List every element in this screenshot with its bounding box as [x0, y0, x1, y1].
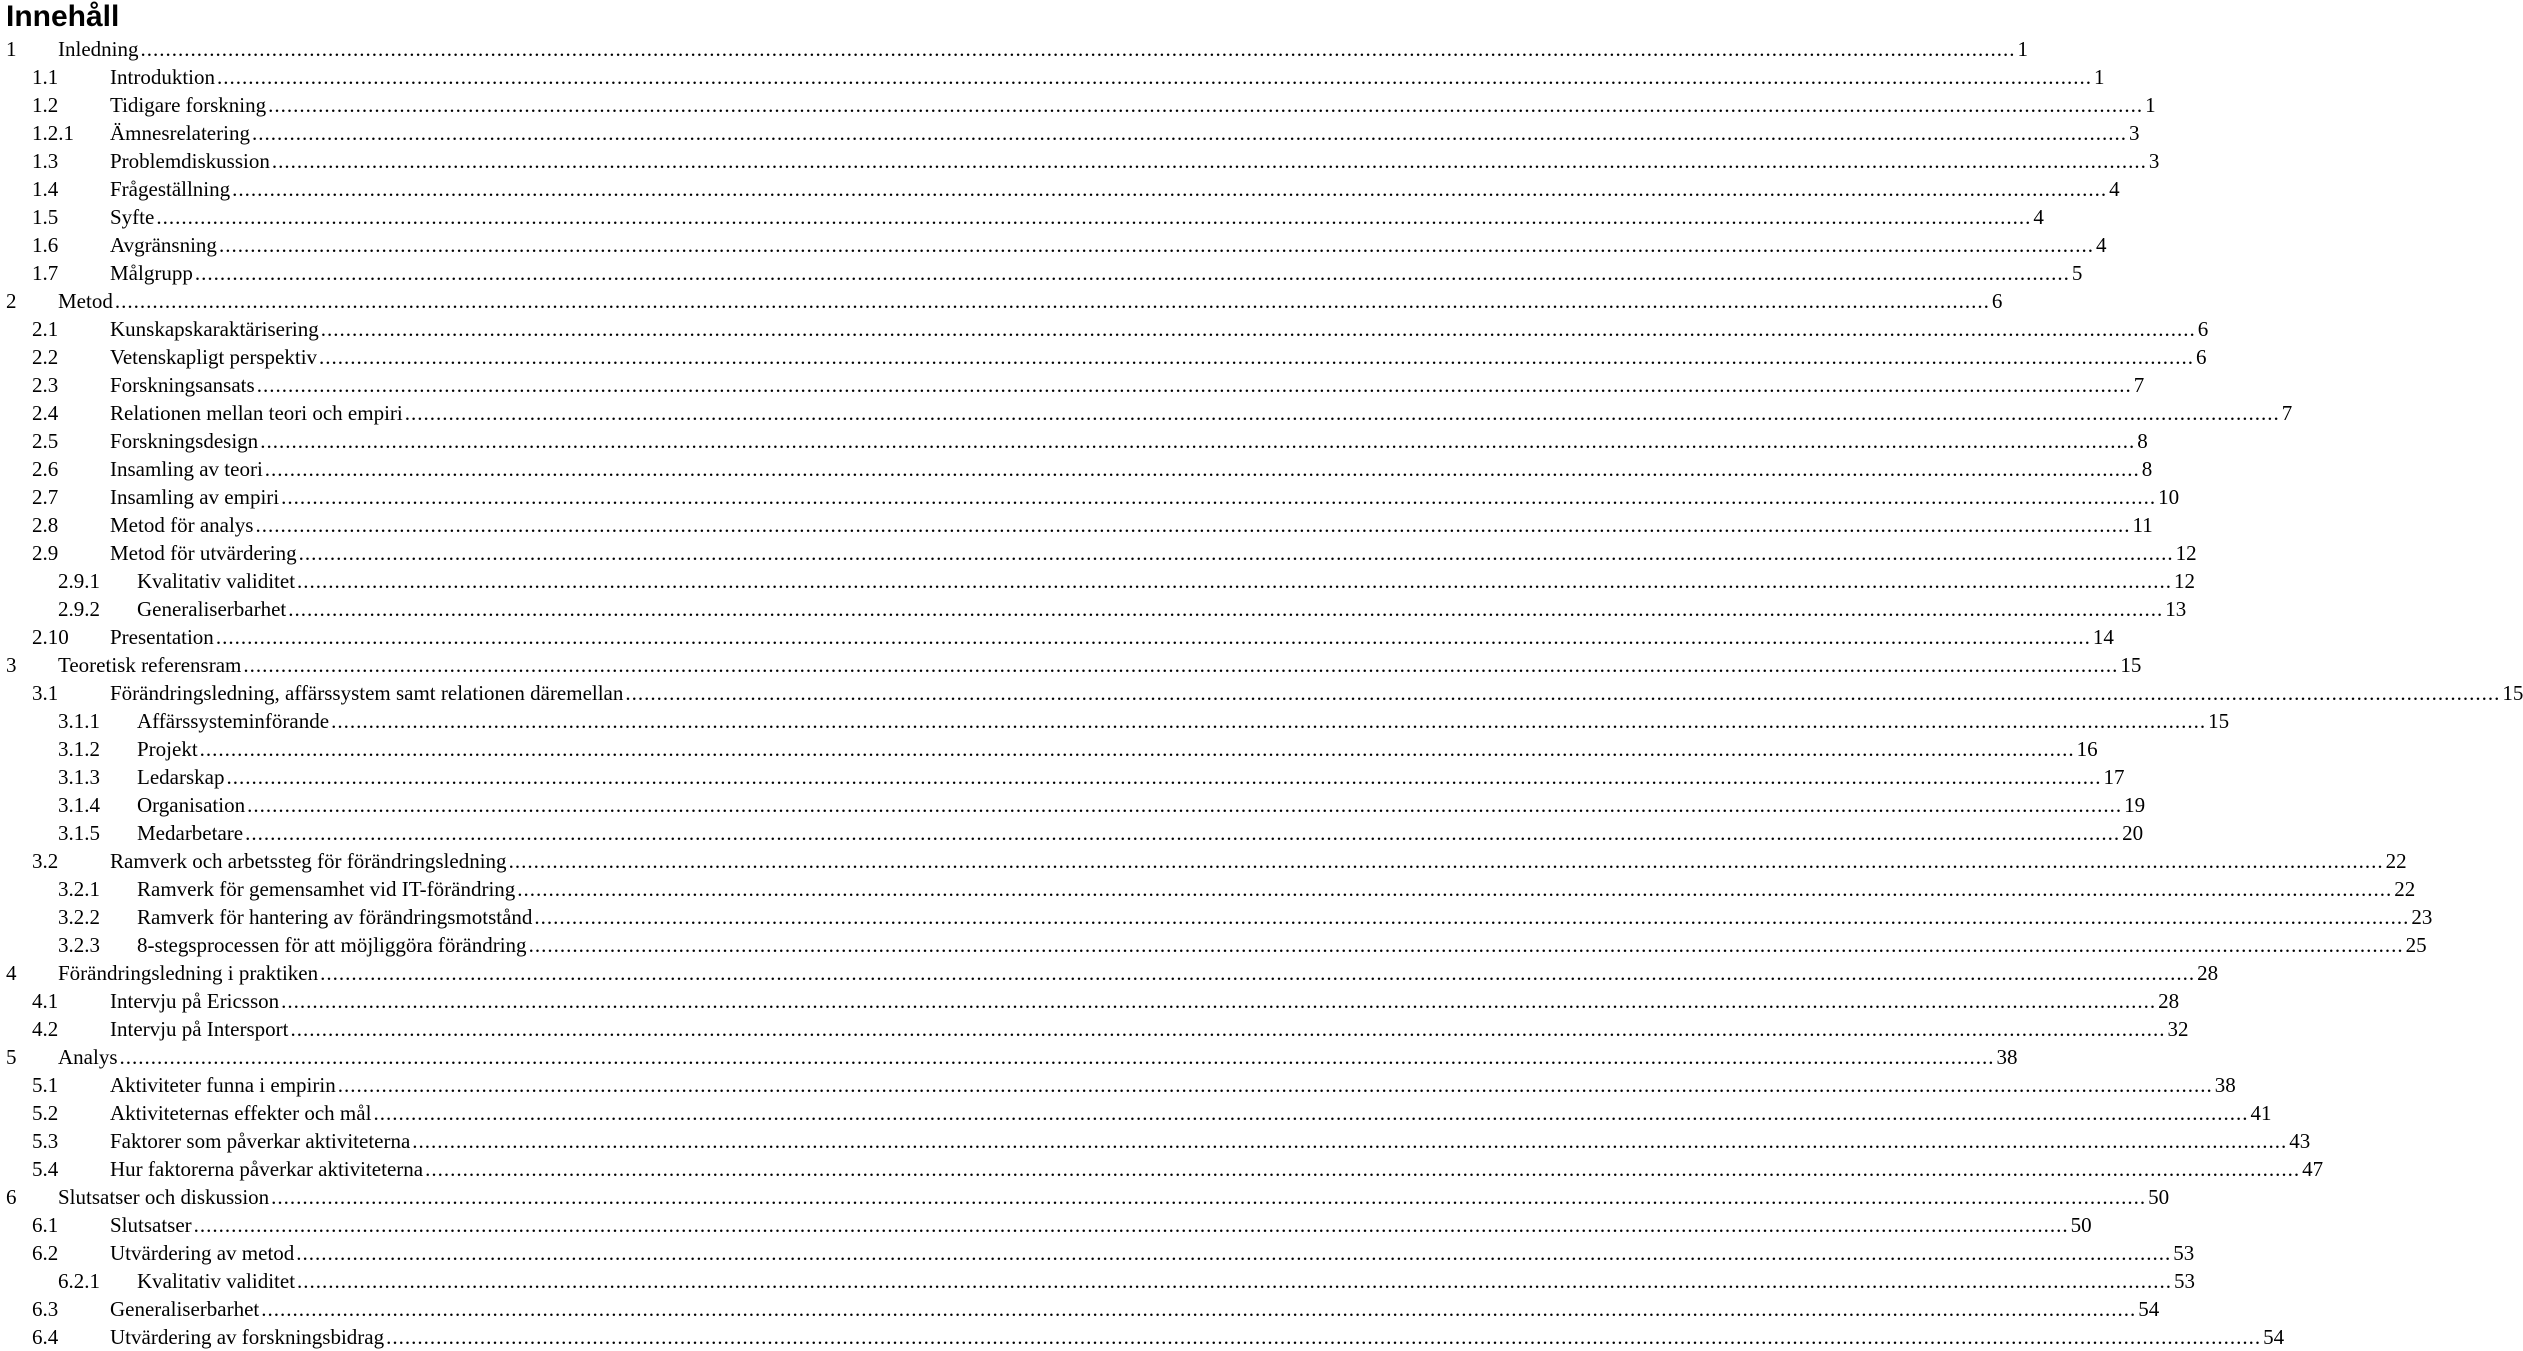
toc-entry-page: 1	[2145, 93, 2156, 117]
toc-entry[interactable]	[0, 735, 2098, 763]
toc-entry-number: 2.9.1	[58, 569, 100, 593]
toc-dot-leader: ............................................................................................................................................................................................................................................................................................................	[199, 737, 2075, 761]
toc-entry-page: 25	[2405, 933, 2427, 957]
toc-entry[interactable]	[0, 1043, 2018, 1071]
toc-entry-page: 28	[2158, 989, 2180, 1013]
toc-entry-number: 5	[6, 1045, 17, 1069]
toc-entry[interactable]	[0, 147, 2160, 175]
toc-entry-number: 3.1.4	[58, 793, 100, 817]
toc-entry[interactable]	[0, 1239, 2195, 1267]
toc-entry[interactable]	[0, 35, 2028, 63]
toc-entry[interactable]	[0, 847, 2407, 875]
toc-entry-page: 23	[2411, 905, 2433, 929]
toc-entry-number: 2.3	[32, 373, 59, 397]
toc-entry[interactable]	[0, 315, 2209, 343]
toc-entry-page: 14	[2092, 625, 2114, 649]
toc-entry-number: 3.2.1	[58, 877, 100, 901]
toc-entry-title: Förändringsledning i praktiken	[58, 961, 319, 985]
toc-entry-title: Faktorer som påverkar aktiviteterna	[110, 1129, 411, 1153]
toc-entry-title: Ledarskap	[137, 765, 225, 789]
toc-entry[interactable]	[0, 1323, 2285, 1351]
toc-entry[interactable]	[0, 259, 2083, 287]
toc-dot-leader: ............................................................................................................................................................................................................................................................................................................	[271, 149, 2147, 173]
toc-entry-number: 3.2.3	[58, 933, 100, 957]
toc-dot-leader: ............................................................................................................................................................................................................................................................................................................	[386, 1325, 2262, 1349]
toc-entry-number: 2.10	[32, 625, 69, 649]
toc-entry-number: 6.1	[32, 1213, 59, 1237]
toc-entry-page: 8	[2137, 429, 2148, 453]
toc-entry-title: Inledning	[58, 37, 139, 61]
toc-entry-page: 38	[1996, 1045, 2018, 1069]
toc-entry-number: 2.6	[32, 457, 59, 481]
toc-dot-leader: ............................................................................................................................................................................................................................................................................................................	[264, 457, 2140, 481]
toc-dot-leader: ............................................................................................................................................................................................................................................................................................................	[373, 1101, 2249, 1125]
toc-entry-page: 6	[2196, 345, 2207, 369]
toc-entry-title: Målgrupp	[110, 261, 193, 285]
toc-entry-page: 15	[2208, 709, 2230, 733]
toc-entry-page: 15	[2502, 681, 2523, 705]
toc-entry-page: 41	[2250, 1101, 2272, 1125]
toc-entry[interactable]	[0, 399, 2293, 427]
toc-entry-number: 2.8	[32, 513, 59, 537]
toc-dot-leader: ............................................................................................................................................................................................................................................................................................................	[114, 289, 1990, 313]
toc-entry-page: 12	[2175, 541, 2197, 565]
toc-entry-title: Vetenskapligt perspektiv	[110, 345, 318, 369]
toc-entry-number: 4	[6, 961, 17, 985]
toc-entry-title: Intervju på Ericsson	[110, 989, 280, 1013]
toc-dot-leader: ............................................................................................................................................................................................................................................................................................................	[271, 1185, 2147, 1209]
toc-entry-title: Presentation	[110, 625, 214, 649]
toc-entry[interactable]	[0, 539, 2197, 567]
toc-entry-title: Metod för analys	[110, 513, 254, 537]
toc-entry-title: Tidigare forskning	[110, 93, 267, 117]
toc-entry-page: 47	[2302, 1157, 2324, 1181]
toc-entry-number: 3.1.5	[58, 821, 100, 845]
toc-entry-number: 3	[6, 653, 17, 677]
toc-dot-leader: ............................................................................................................................................................................................................................................................................................................	[290, 1017, 2166, 1041]
toc-entry-number: 2.9.2	[58, 597, 100, 621]
toc-entry-page: 11	[2132, 513, 2153, 537]
toc-entry-page: 28	[2197, 961, 2219, 985]
toc-entry[interactable]	[0, 1071, 2236, 1099]
toc-dot-leader: ............................................................................................................................................................................................................................................................................................................	[226, 765, 2102, 789]
toc-entry-page: 22	[2385, 849, 2407, 873]
toc-dot-leader: ............................................................................................................................................................................................................................................................................................................	[247, 793, 2123, 817]
toc-entry-number: 6.4	[32, 1325, 59, 1349]
toc-entry-page: 5	[2071, 261, 2083, 285]
toc-entry-title: Organisation	[137, 793, 246, 817]
toc-entry-number: 6	[6, 1185, 17, 1209]
toc-entry[interactable]	[0, 455, 2153, 483]
toc-entry-page: 43	[2289, 1129, 2311, 1153]
toc-entry-number: 1.4	[32, 177, 59, 201]
toc-entry-page: 4	[2095, 233, 2107, 257]
toc-entry[interactable]	[0, 91, 2156, 119]
toc-entry[interactable]	[0, 483, 2180, 511]
toc-entry-title: Frågeställning	[110, 177, 231, 201]
toc-entry[interactable]	[0, 1183, 2170, 1211]
toc-entry-title: Avgränsning	[110, 233, 217, 257]
toc-entry-page: 7	[2281, 401, 2293, 425]
toc-dot-leader: ............................................................................................................................................................................................................................................................................................................	[156, 205, 2032, 229]
toc-entry-number: 3.1.1	[58, 709, 100, 733]
toc-entry-title: Syfte	[110, 205, 155, 229]
toc-entry[interactable]	[0, 707, 2230, 735]
toc-dot-leader: ............................................................................................................................................................................................................................................................................................................	[320, 961, 2196, 985]
toc-dot-leader: ............................................................................................................................................................................................................................................................................................................	[534, 905, 2410, 929]
toc-dot-leader: ............................................................................................................................................................................................................................................................................................................	[508, 849, 2384, 873]
toc-entry[interactable]	[0, 203, 2044, 231]
toc-entry-title: Ämnesrelatering	[110, 121, 250, 145]
toc-entry-page: 54	[2138, 1297, 2160, 1321]
toc-entry-title: Forskningsansats	[110, 373, 255, 397]
toc-entry-number: 2.5	[32, 429, 59, 453]
toc-entry[interactable]	[0, 1099, 2272, 1127]
toc-entry-number: 1.5	[32, 205, 59, 229]
toc-entry-page: 32	[2167, 1017, 2189, 1041]
toc-entry[interactable]	[0, 1015, 2189, 1043]
toc-dot-leader: ............................................................................................................................................................................................................................................................................................................	[268, 93, 2144, 117]
toc-dot-leader: ............................................................................................................................................................................................................................................................................................................	[261, 1297, 2137, 1321]
toc-entry-title: Metod	[58, 289, 113, 313]
toc-dot-leader: ............................................................................................................................................................................................................................................................................................................	[245, 821, 2121, 845]
toc-entry-number: 1	[6, 37, 17, 61]
toc-dot-leader: ............................................................................................................................................................................................................................................................................................................	[319, 345, 2195, 369]
toc-entry-number: 2.1	[32, 317, 59, 341]
toc-entry-number: 3.2.2	[58, 905, 100, 929]
toc-entry-title: Relationen mellan teori och empiri	[110, 401, 403, 425]
toc-entry-page: 12	[2174, 569, 2196, 593]
toc-entry-number: 1.6	[32, 233, 59, 257]
toc-entry-number: 6.2.1	[58, 1269, 100, 1293]
toc-entry-page: 15	[2120, 653, 2142, 677]
toc-entry-number: 1.3	[32, 149, 59, 173]
toc-entry-page: 10	[2158, 485, 2180, 509]
toc-entry-page: 50	[2148, 1185, 2170, 1209]
toc-entry-number: 5.3	[32, 1129, 59, 1153]
toc-entry-title: Problemdiskussion	[110, 149, 270, 173]
toc-entry-title: Medarbetare	[137, 821, 244, 845]
toc-entry-page: 8	[2141, 457, 2153, 481]
toc-entry-title: Teoretisk referensram	[58, 653, 242, 677]
toc-entry-page: 54	[2263, 1325, 2285, 1349]
toc-entry[interactable]	[0, 287, 2003, 315]
toc-dot-leader: ............................................................................................................................................................................................................................................................................................................	[243, 653, 2119, 677]
toc-entry-page: 1	[2094, 65, 2105, 89]
toc-dot-leader: ............................................................................................................................................................................................................................................................................................................	[528, 933, 2404, 957]
toc-dot-leader: ............................................................................................................................................................................................................................................................................................................	[260, 429, 2136, 453]
toc-dot-leader: ............................................................................................................................................................................................................................................................................................................	[320, 317, 2196, 341]
toc-entry[interactable]	[0, 1211, 2092, 1239]
toc-entry[interactable]	[0, 819, 2144, 847]
toc-entry[interactable]	[0, 875, 2416, 903]
toc-entry-page: 22	[2394, 877, 2416, 901]
table-of-contents	[0, 35, 2523, 1351]
toc-entry[interactable]	[0, 1295, 2160, 1323]
toc-entry[interactable]	[0, 427, 2148, 455]
toc-entry-page: 1	[2017, 37, 2028, 61]
toc-entry-title: Metod för utvärdering	[110, 541, 297, 565]
toc-entry-number: 1.7	[32, 261, 59, 285]
toc-entry-title: Kvalitativ validitet	[137, 569, 296, 593]
toc-entry-title: Aktiviteter funna i empirin	[110, 1073, 336, 1097]
toc-entry-number: 2	[6, 289, 17, 313]
toc-dot-leader: ............................................................................................................................................................................................................................................................................................................	[194, 261, 2070, 285]
toc-entry[interactable]	[0, 763, 2125, 791]
toc-dot-leader: ............................................................................................................................................................................................................................................................................................................	[288, 597, 2164, 621]
toc-dot-leader: ............................................................................................................................................................................................................................................................................................................	[337, 1073, 2213, 1097]
toc-entry-number: 3.1	[32, 681, 59, 705]
toc-entry-number: 5.2	[32, 1101, 59, 1125]
toc-entry[interactable]	[0, 987, 2180, 1015]
toc-entry[interactable]	[0, 567, 2196, 595]
toc-entry-page: 19	[2124, 793, 2146, 817]
toc-dot-leader: ............................................................................................................................................................................................................................................................................................................	[255, 513, 2131, 537]
toc-entry-number: 3.1.2	[58, 737, 100, 761]
toc-entry-title: Utvärdering av forskningsbidrag	[110, 1325, 385, 1349]
toc-entry-number: 2.4	[32, 401, 59, 425]
toc-entry-page: 38	[2214, 1073, 2236, 1097]
toc-dot-leader: ............................................................................................................................................................................................................................................................................................................	[425, 1157, 2301, 1181]
toc-dot-leader: ............................................................................................................................................................................................................................................................................................................	[217, 65, 2092, 89]
toc-entry-title: Kvalitativ validitet	[137, 1269, 296, 1293]
toc-entry-page: 4	[2109, 177, 2120, 201]
toc-entry-page: 53	[2173, 1241, 2195, 1265]
toc-entry-page: 6	[2197, 317, 2209, 341]
toc-entry-page: 7	[2133, 373, 2145, 397]
toc-dot-leader: ............................................................................................................................................................................................................................................................................................................	[281, 485, 2157, 509]
toc-dot-leader: ............................................................................................................................................................................................................................................................................................................	[404, 401, 2280, 425]
toc-entry-page: 16	[2076, 737, 2098, 761]
toc-entry-title: Slutsatser och diskussion	[58, 1185, 270, 1209]
toc-dot-leader: ............................................................................................................................................................................................................................................................................................................	[281, 989, 2157, 1013]
toc-entry[interactable]	[0, 119, 2140, 147]
toc-entry-title: Förändringsledning, affärssystem samt relationen däremellan	[110, 681, 624, 705]
toc-entry-number: 3.2	[32, 849, 59, 873]
toc-entry[interactable]	[0, 623, 2114, 651]
toc-entry-number: 4.2	[32, 1017, 59, 1041]
toc-entry[interactable]	[0, 959, 2219, 987]
toc-entry[interactable]	[0, 371, 2145, 399]
toc-entry-number: 4.1	[32, 989, 59, 1013]
toc-dot-leader: ............................................................................................................................................................................................................................................................................................................	[412, 1129, 2288, 1153]
toc-entry-number: 1.2	[32, 93, 59, 117]
toc-entry-title: Analys	[58, 1045, 118, 1069]
toc-entry[interactable]	[0, 931, 2427, 959]
toc-entry-page: 50	[2070, 1213, 2092, 1237]
toc-entry-page: 20	[2122, 821, 2144, 845]
toc-entry-number: 2.7	[32, 485, 59, 509]
toc-dot-leader: ............................................................................................................................................................................................................................................................................................................	[296, 1241, 2172, 1265]
toc-entry-page: 13	[2165, 597, 2187, 621]
toc-entry-number: 6.2	[32, 1241, 59, 1265]
toc-dot-leader: ............................................................................................................................................................................................................................................................................................................	[215, 625, 2091, 649]
toc-dot-leader: ............................................................................................................................................................................................................................................................................................................	[256, 373, 2132, 397]
toc-dot-leader: ............................................................................................................................................................................................................................................................................................................	[331, 709, 2207, 733]
toc-entry[interactable]	[0, 1155, 2324, 1183]
page-title: Innehåll	[6, 0, 120, 33]
toc-entry-page: 17	[2103, 765, 2125, 789]
toc-entry-title: Aktiviteternas effekter och mål	[110, 1101, 372, 1125]
toc-entry[interactable]	[0, 231, 2107, 259]
toc-entry[interactable]	[0, 1127, 2311, 1155]
toc-dot-leader: ............................................................................................................................................................................................................................................................................................................	[140, 37, 2016, 61]
toc-entry-title: Kunskapskaraktärisering	[110, 317, 319, 341]
toc-entry-number: 6.3	[32, 1297, 59, 1321]
toc-entry[interactable]	[0, 595, 2187, 623]
toc-entry-title: Insamling av empiri	[110, 485, 280, 509]
toc-entry-title: Projekt	[137, 737, 198, 761]
toc-dot-leader: ............................................................................................................................................................................................................................................................................................................	[625, 681, 2501, 705]
toc-entry-number: 2.9	[32, 541, 59, 565]
toc-entry-title: Ramverk för hantering av förändringsmotstånd	[137, 905, 533, 929]
toc-entry[interactable]	[0, 679, 2523, 707]
toc-entry[interactable]	[0, 63, 2105, 91]
toc-dot-leader: ............................................................................................................................................................................................................................................................................................................	[297, 569, 2173, 593]
toc-entry-title: Ramverk för gemensamhet vid IT-förändring	[137, 877, 516, 901]
toc-entry-title: Insamling av teori	[110, 457, 263, 481]
toc-entry-title: Intervju på Intersport	[110, 1017, 289, 1041]
toc-entry[interactable]	[0, 511, 2153, 539]
toc-dot-leader: ............................................................................................................................................................................................................................................................................................................	[193, 1213, 2069, 1237]
toc-entry-title: Introduktion	[110, 65, 215, 89]
toc-entry-number: 1.1	[32, 65, 59, 89]
toc-dot-leader: ............................................................................................................................................................................................................................................................................................................	[297, 1269, 2173, 1293]
toc-entry-page: 3	[2128, 121, 2140, 145]
toc-entry-number: 2.2	[32, 345, 59, 369]
toc-entry-title: Generaliserbarhet	[137, 597, 287, 621]
toc-entry-title: Forskningsdesign	[110, 429, 259, 453]
toc-entry-title: Ramverk och arbetssteg för förändringsledning	[110, 849, 507, 873]
toc-entry-title: Slutsatser	[110, 1213, 192, 1237]
toc-dot-leader: ............................................................................................................................................................................................................................................................................................................	[119, 1045, 1995, 1069]
toc-entry[interactable]	[0, 903, 2433, 931]
toc-entry[interactable]	[0, 1267, 2196, 1295]
toc-entry-number: 5.4	[32, 1157, 59, 1181]
toc-entry-page: 53	[2174, 1269, 2196, 1293]
toc-entry-title: Generaliserbarhet	[110, 1297, 260, 1321]
toc-entry-title: Affärssysteminförande	[137, 709, 330, 733]
toc-dot-leader: ............................................................................................................................................................................................................................................................................................................	[232, 177, 2108, 201]
toc-entry-number: 5.1	[32, 1073, 59, 1097]
toc-dot-leader: ............................................................................................................................................................................................................................................................................................................	[218, 233, 2094, 257]
toc-entry[interactable]	[0, 651, 2142, 679]
toc-entry[interactable]	[0, 791, 2146, 819]
toc-dot-leader: ............................................................................................................................................................................................................................................................................................................	[298, 541, 2174, 565]
toc-entry[interactable]	[0, 175, 2120, 203]
toc-entry-title: Utvärdering av metod	[110, 1241, 295, 1265]
toc-entry-page: 4	[2033, 205, 2044, 229]
toc-entry-number: 3.1.3	[58, 765, 100, 789]
toc-dot-leader: ............................................................................................................................................................................................................................................................................................................	[517, 877, 2393, 901]
toc-entry-page: 6	[1991, 289, 2003, 313]
toc-entry[interactable]	[0, 343, 2207, 371]
toc-dot-leader: ............................................................................................................................................................................................................................................................................................................	[251, 121, 2127, 145]
toc-entry-page: 3	[2148, 149, 2160, 173]
toc-entry-number: 1.2.1	[32, 121, 74, 145]
toc-entry-title: 8-stegsprocessen för att möjliggöra förändring	[137, 933, 527, 957]
toc-entry-title: Hur faktorerna påverkar aktiviteterna	[110, 1157, 424, 1181]
